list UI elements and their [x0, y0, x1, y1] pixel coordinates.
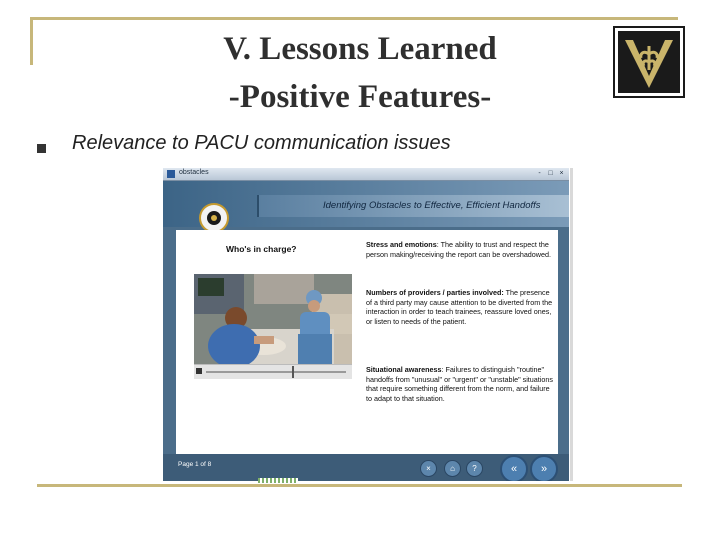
vanderbilt-logo — [613, 26, 685, 98]
home-button[interactable]: ⌂ — [444, 460, 461, 477]
bullet-text: Relevance to PACU communication issues — [72, 132, 451, 154]
frame-bottom-line — [37, 484, 682, 487]
section-body: : The ability to trust and respect the person making/receiving the report can be overshadowed. — [366, 240, 551, 259]
numbers-of-providers-text — [366, 288, 554, 326]
exit-button[interactable]: × — [420, 460, 437, 477]
frame-left-line — [30, 17, 33, 65]
slider-track[interactable] — [206, 371, 346, 373]
slide-subtitle: -Positive Features- — [228, 79, 492, 115]
slider-handle[interactable] — [292, 366, 294, 378]
section-body: The presence of a third party may cause attention to be diverted from the interaction in order to teach trainees, reassure loved ones, or listen to needs of the patient. — [366, 288, 553, 326]
next-page-button[interactable]: » — [530, 455, 558, 481]
app-icon — [167, 170, 175, 178]
stress-and-emotions-text — [366, 240, 554, 259]
section-heading: Situational awareness — [366, 365, 442, 374]
window-shadow — [570, 168, 573, 481]
app-window-title: obstacles — [179, 169, 209, 176]
question-heading: Who's in charge? — [226, 244, 297, 254]
close-button[interactable]: × — [559, 170, 564, 177]
help-button[interactable]: ? — [466, 460, 483, 477]
section-heading: Stress and emotions — [366, 240, 437, 249]
media-slider[interactable] — [194, 364, 352, 379]
app-banner — [163, 181, 569, 227]
page-indicator: Page 1 of 8 — [178, 461, 212, 468]
lesson-title: Identifying Obstacles to Effective, Efficient Handoffs — [323, 200, 541, 211]
slide-title: V. Lessons Learned — [223, 31, 497, 67]
seal-logo-icon — [199, 203, 229, 233]
lesson-content-panel — [176, 230, 558, 454]
frame-top-line — [30, 17, 678, 20]
situational-awareness-text — [366, 365, 554, 403]
training-app-window — [163, 168, 569, 481]
previous-page-button[interactable]: « — [500, 455, 528, 481]
play-icon[interactable] — [196, 368, 202, 374]
maximize-button[interactable]: □ — [548, 170, 553, 177]
hospital-scene-image — [194, 274, 352, 364]
app-titlebar — [163, 168, 569, 181]
section-heading: Numbers of providers / parties involved: — [366, 288, 504, 297]
minimize-button[interactable]: - — [538, 170, 541, 177]
taskbar-fragment — [258, 478, 298, 483]
bullet-marker — [37, 144, 46, 153]
section-body: : Failures to distinguish "routine" handoffs from "unusual" or "urgent" or "unstable" situations that require something different from the norm, and failure to adapt to that situation. — [366, 365, 553, 403]
